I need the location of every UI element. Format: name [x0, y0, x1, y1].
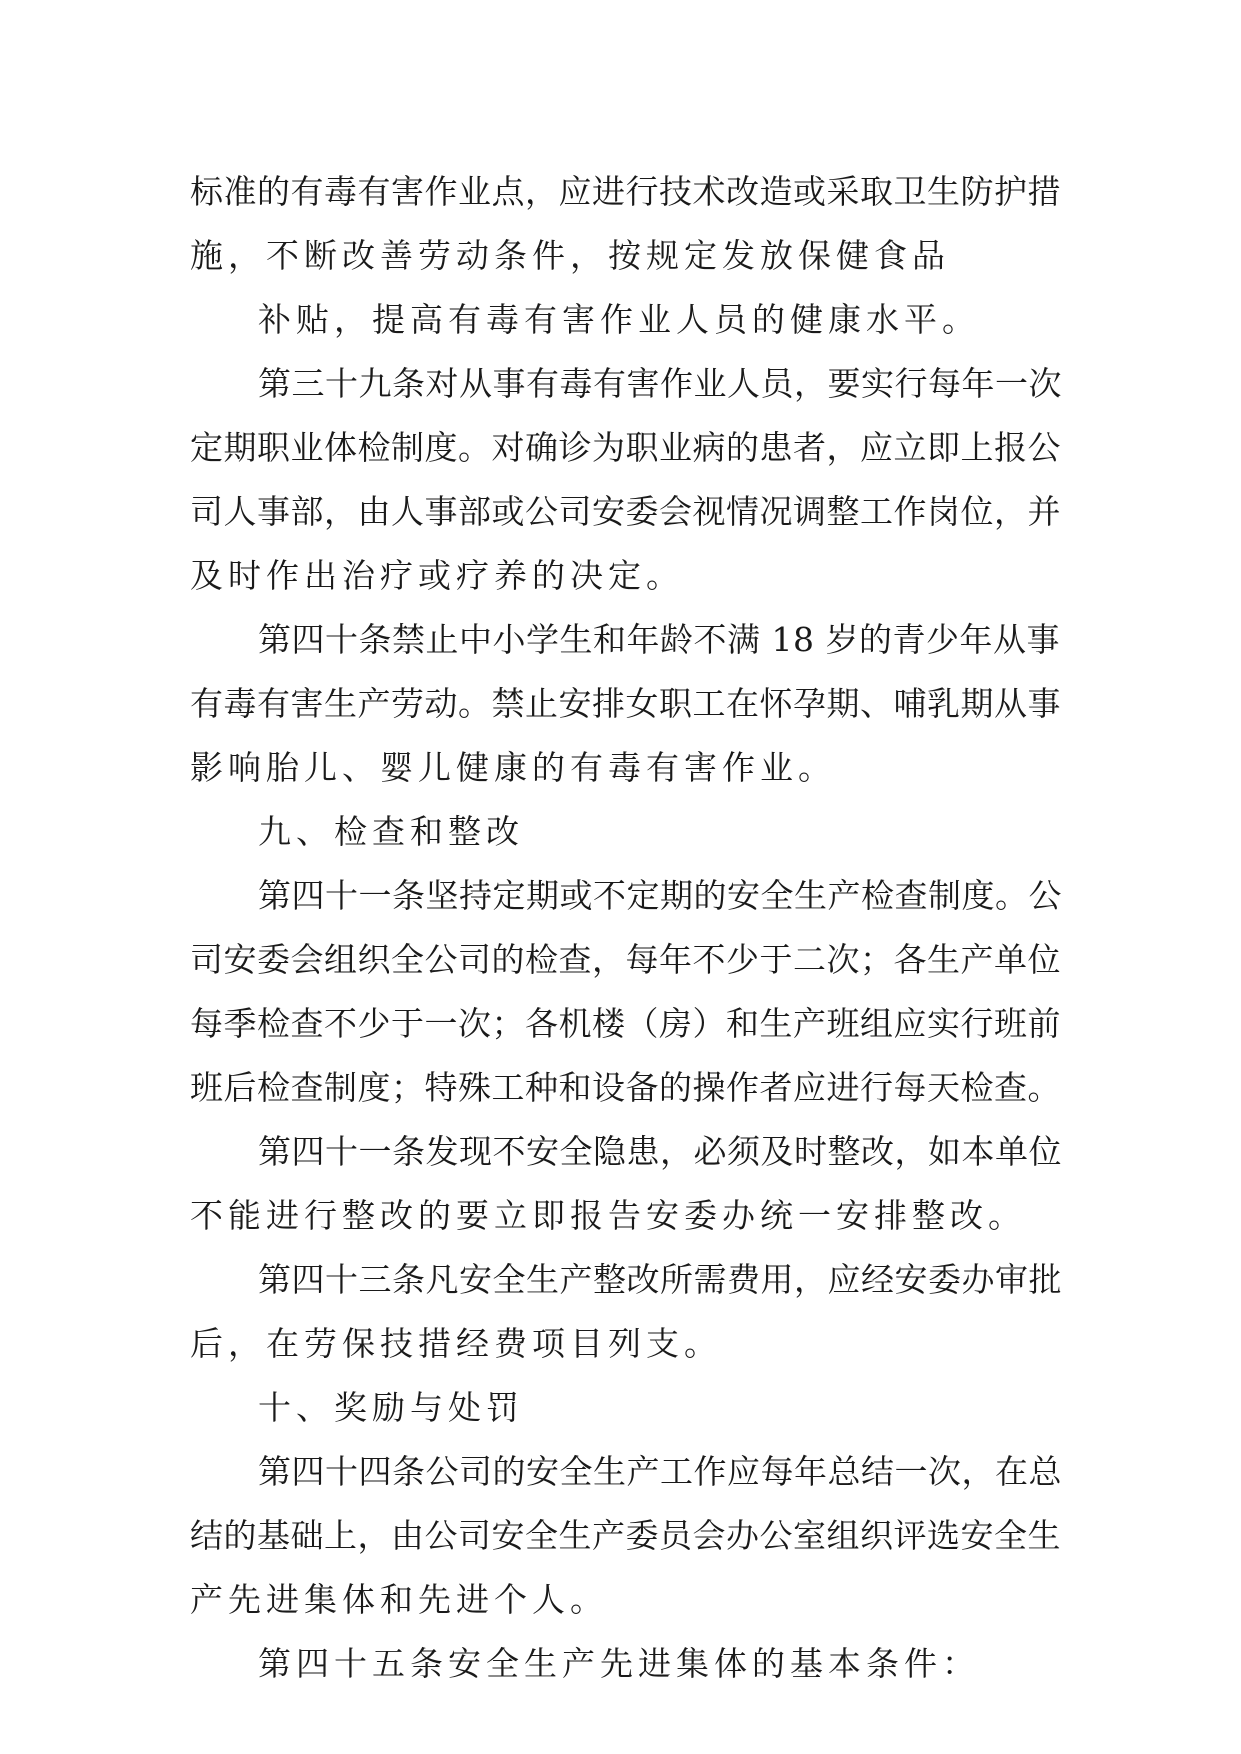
text-line: 不能进行整改的要立即报告安委办统一安排整改。 — [190, 1196, 1026, 1235]
article-39-line: 第三十九条对从事有毒有害作业人员，要实行每年一次 — [258, 364, 1062, 403]
article-41b-line: 第四十一条发现不安全隐患，必须及时整改，如本单位 — [258, 1132, 1062, 1171]
text-line: 及时作出治疗或疗养的决定。 — [190, 556, 684, 595]
text-line: 后，在劳保技措经费项目列支。 — [190, 1324, 722, 1363]
text-line: 结的基础上，由公司安全生产委员会办公室组织评选安全生 — [190, 1516, 1061, 1555]
article-40-line: 第四十条禁止中小学生和年龄不满 18 岁的青少年从事 — [258, 620, 1060, 659]
document-body — [190, 160, 1070, 1696]
section-heading-inspection: 九、检查和整改 — [258, 812, 524, 851]
text-line: 补贴，提高有毒有害作业人员的健康水平。 — [258, 300, 980, 339]
text-line: 产先进集体和先进个人。 — [190, 1580, 608, 1619]
section-heading-rewards: 十、奖励与处罚 — [258, 1388, 524, 1427]
text-line: 班后检查制度；特殊工种和设备的操作者应进行每天检查。 — [190, 1068, 1061, 1107]
article-44-line: 第四十四条公司的安全生产工作应每年总结一次，在总 — [258, 1452, 1062, 1491]
text-line: 每季检查不少于一次；各机楼（房）和生产班组应实行班前 — [190, 1004, 1061, 1043]
text-line: 影响胎儿、婴儿健康的有毒有害作业。 — [190, 748, 836, 787]
article-41-line: 第四十一条坚持定期或不定期的安全生产检查制度。公 — [258, 876, 1062, 915]
text-line: 司人事部，由人事部或公司安委会视情况调整工作岗位，并 — [190, 492, 1061, 531]
article-43-line: 第四十三条凡安全生产整改所需费用，应经安委办审批 — [258, 1260, 1062, 1299]
text-line: 施，不断改善劳动条件，按规定发放保健食品 — [190, 236, 950, 275]
text-line: 有毒有害生产劳动。禁止安排女职工在怀孕期、哺乳期从事 — [190, 684, 1061, 723]
article-45-line: 第四十五条安全生产先进集体的基本条件： — [258, 1644, 980, 1683]
text-line: 标准的有毒有害作业点，应进行技术改造或采取卫生防护措 — [190, 172, 1061, 211]
text-line: 定期职业体检制度。对确诊为职业病的患者，应立即上报公 — [190, 428, 1061, 467]
text-line: 司安委会组织全公司的检查，每年不少于二次；各生产单位 — [190, 940, 1061, 979]
